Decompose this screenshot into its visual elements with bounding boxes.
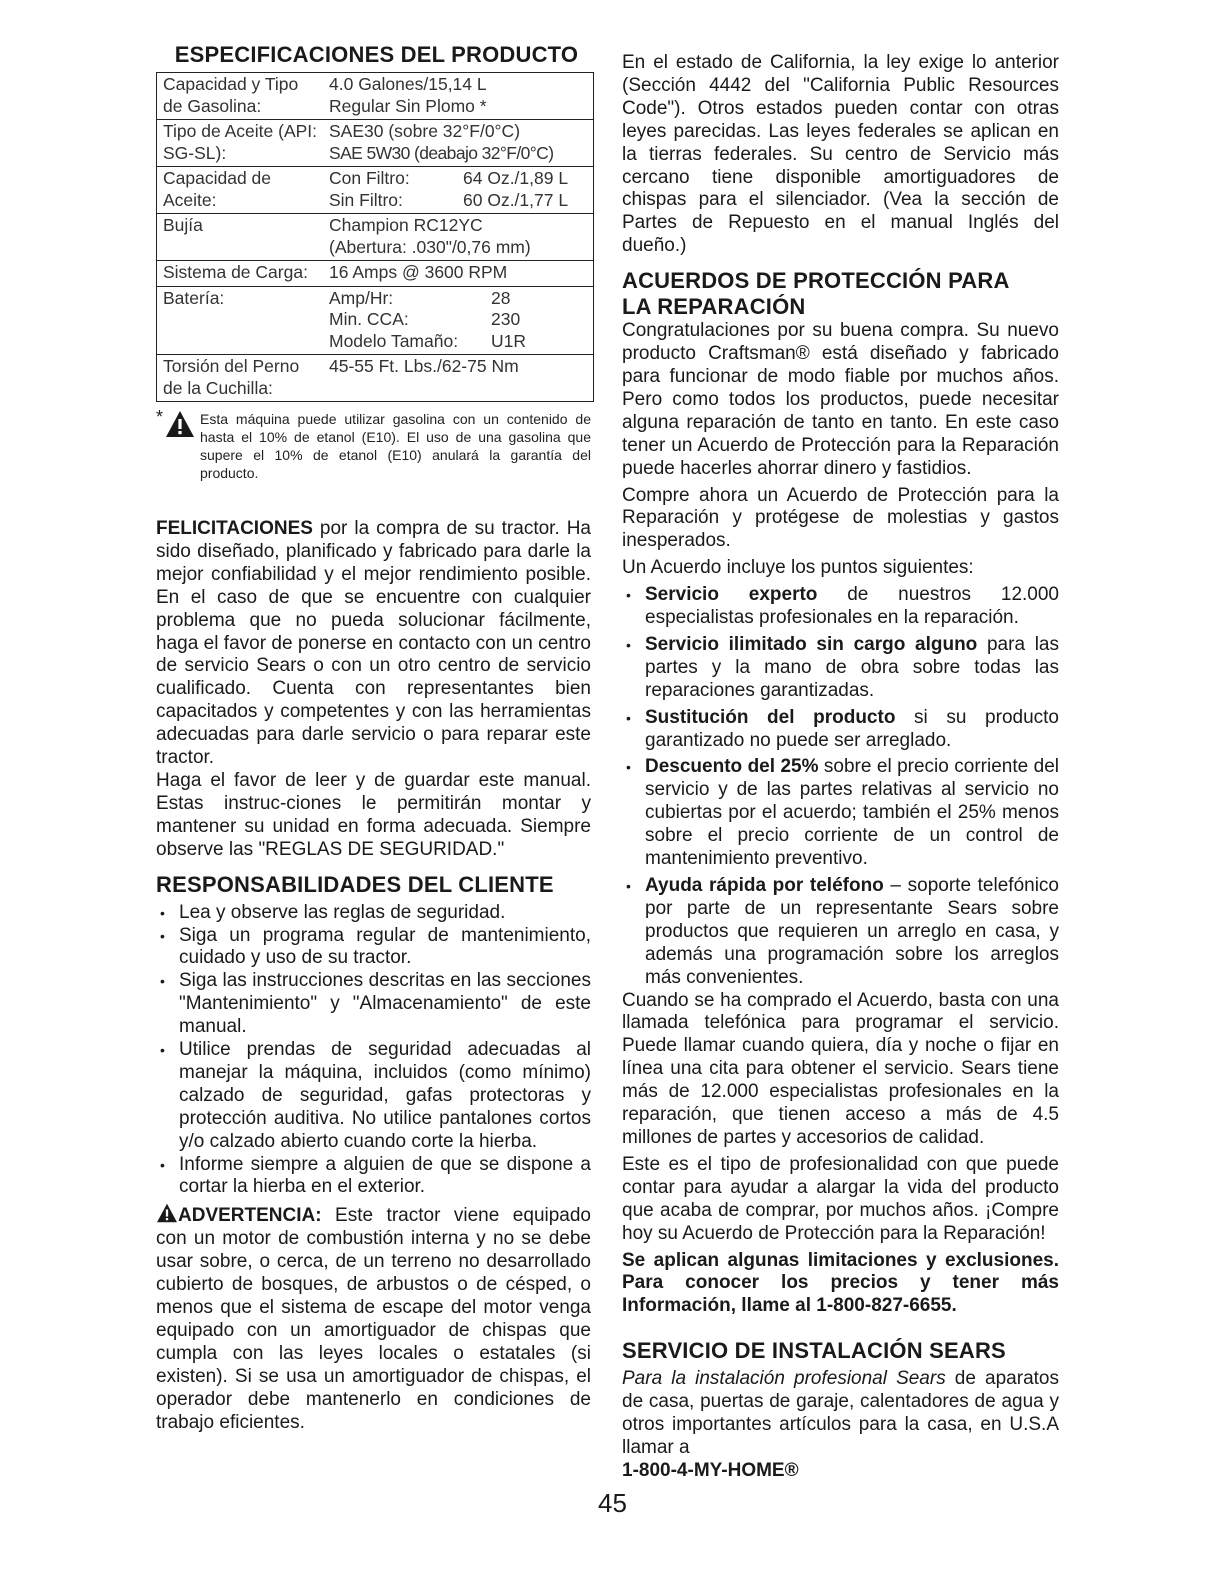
spec-key: Capacidad y Tipo de Gasolina: <box>157 73 324 120</box>
left-column <box>156 42 591 1434</box>
agreement-paragraph-2: Compre ahora un Acuerdo de Protección para la Reparación y protégese de molestias y gastos inesperados. <box>622 484 1059 552</box>
table-row <box>157 286 594 355</box>
table-row <box>157 214 594 261</box>
warning-icon <box>156 1203 178 1223</box>
asterisk: * <box>156 407 164 427</box>
spec-key: Capacidad de Aceite: <box>157 167 324 214</box>
responsibilities-title: RESPONSABILIDADES DEL CLIENTE <box>156 871 554 897</box>
spec-value: SAE30 (sobre 32°F/0°C) SAE 5W30 (deabajo 32°F/0°C) <box>323 120 594 167</box>
spec-key: Bujía <box>157 214 324 261</box>
california-paragraph: En el estado de California, la ley exige lo anterior (Sección 4442 del "California Public Resources Code"). Otros estados pueden contar con otras leyes parecidas. Las leyes federales se aplican en la tierras federales. Su centro de Servicio más cercano tiene disponible amortiguadores de chispas para el silenciador. (Vea la sección de Partes de Repuesto en el manual Inglés del dueño.) <box>622 52 1059 257</box>
list-item: • Servicio ilimitado sin cargo alguno para las partes y la mano de obra sobre todas las reparaciones garantizadas. <box>622 634 1059 703</box>
spec-table <box>156 72 594 402</box>
congratulations-paragraph: FELICITACIONES por la compra de su tractor. Ha sido diseñado, planificado y fabricado para darle la mejor confiabilidad y el mejor rendimiento posible. En el caso de que se encuentre con cualquier problema que no pueda solucionar fácilmente, haga el favor de ponerse en contacto con un centro de servicio Sears o con un otro centro de servicio cualificado. Cuenta con representantes bien capacitados y competentes y con las herramientas adecuadas para darle servicio o para reparar este tractor. <box>156 518 591 769</box>
list-item: • Sustitución del producto si su producto garantizado no puede ser arreglado. <box>622 707 1059 753</box>
right-column <box>622 52 1059 1483</box>
agreement-benefits-list <box>622 584 1059 989</box>
installation-phone: 1-800-4-MY-HOME® <box>622 1459 799 1481</box>
list-item: • Descuento del 25% sobre el precio corriente del servicio y de las partes relativas al servicio no cubiertas por el acuerdo; también el 25% menos sobre el precio corriente de un control de mantenimiento preventivo. <box>622 756 1059 871</box>
table-row <box>157 261 594 287</box>
installation-paragraph: Para la instalación profesional Sears de aparatos de casa, puertas de garaje, calentadores de agua y otros importantes artículos para la casa, en U.S.A llamar a <box>622 1368 1059 1458</box>
list-item: • Servicio experto de nuestros 12.000 especialistas profesionales en la reparación. <box>622 584 1059 630</box>
agreement-paragraph-1: Congratulaciones por su buena compra. Su nuevo producto Craftsman® está diseñado y fabricado para funcionar de modo fiable por muchos años. Pero como todos los productos, puede necesitar alguna reparación de tanto en tanto. En este caso tener un Acuerdo de Protección para la Reparación puede hacerles ahorrar dinero y fastidios. <box>622 320 1059 479</box>
spec-value: 4.0 Galones/15,14 L Regular Sin Plomo * <box>323 73 594 120</box>
agreement-paragraph-5: Este es el tipo de profesionalidad con que puede contar para ayudar a alargar la vida del producto que acaba de comprar, por muchos años. ¡Compre hoy su Acuerdo de Protección para la Reparación! <box>622 1153 1059 1244</box>
spec-key: Tipo de Aceite (API: SG-SL): <box>157 120 324 167</box>
spec-key: Sistema de Carga: <box>157 261 324 287</box>
table-row <box>157 120 594 167</box>
warning-icon <box>165 410 195 438</box>
spec-key: Torsión del Perno de la Cuchilla: <box>157 355 324 402</box>
table-row <box>157 355 594 402</box>
table-row <box>157 167 594 214</box>
spec-value: Con Filtro: 64 Oz./1,89 L Sin Filtro: 60 Oz./1,77 L <box>323 167 594 214</box>
list-item: • Informe siempre a alguien de que se dispone a cortar la hierba en el exterior. <box>156 1154 591 1200</box>
list-item: • Utilice prendas de seguridad adecuadas al manejar la máquina, incluidos (como mínimo) calzado de seguridad, gafas protectoras y protección auditiva. No utilice pantalones cortos y/o calzado abierto cuando corte la hierba. <box>156 1039 591 1154</box>
spec-value: 45-55 Ft. Lbs./62-75 Nm <box>323 355 594 402</box>
spec-value: Champion RC12YC (Abertura: .030"/0,76 mm) <box>323 214 594 261</box>
table-row <box>157 73 594 120</box>
list-item: • Siga las instrucciones descritas en las secciones "Mantenimiento" y "Almacenamiento" de este manual. <box>156 970 591 1039</box>
spec-value: 16 Amps @ 3600 RPM <box>323 261 594 287</box>
agreement-paragraph-3: Un Acuerdo incluye los puntos siguientes: <box>622 557 974 579</box>
spec-title: ESPECIFICACIONES DEL PRODUCTO <box>174 42 579 67</box>
limitations-notice: Se aplican algunas limitaciones y exclusiones. Para conocer los precios y tener más Información, llame al 1-800-827-6655. <box>622 1249 1059 1317</box>
ethanol-warning-note <box>156 407 591 482</box>
protection-agreement-title: ACUERDOS DE PROTECCIÓN PARA LA REPARACIÓN <box>622 268 1009 320</box>
responsibilities-list <box>156 902 591 1200</box>
page-number: 45 <box>598 1488 627 1518</box>
list-item: • Ayuda rápida por teléfono – soporte telefónico por parte de un representante Sears sobre productos que requieren un arreglo en casa, y además una programación sobre los arreglos más convenientes. <box>622 875 1059 990</box>
list-item: • Siga un programa regular de mantenimiento, cuidado y uso de su tractor. <box>156 925 591 971</box>
warning-note-text: Esta máquina puede utilizar gasolina con un contenido de hasta el 10% de etanol (E10). El uso de una gasolina que supere el 10% de etanol (E10) anulará la garantía del producto. <box>200 411 591 481</box>
spec-key: Batería: <box>157 286 324 355</box>
manual-paragraph: Haga el favor de leer y de guardar este manual. Estas instruc-ciones le permitirán montar y mantener su unidad en forma adecuada. Siempre observe las "REGLAS DE SEGURIDAD." <box>156 769 591 860</box>
list-item: • Lea y observe las reglas de seguridad. <box>156 902 591 925</box>
spec-value: Amp/Hr: 28 Min. CCA: 230 Modelo Tamaño: U1R <box>323 286 594 355</box>
advertencia-paragraph: ADVERTENCIA: Este tractor viene equipado con un motor de combustión interna y no se debe usar sobre, o cerca, de un terreno no desarrollado cubierto de bosques, de arbustos o de césped, o menos que el sistema de escape del motor venga equipado con un amortiguador de chispas que cumpla con las leyes locales o estatales (si existen). Si se usa un amortiguador de chispas, el operador debe mantenerlo en condiciones de trabajo eficientes. <box>156 1205 591 1433</box>
installation-service-title: SERVICIO DE INSTALACIÓN SEARS <box>622 1338 1006 1364</box>
agreement-paragraph-4: Cuando se ha comprado el Acuerdo, basta con una llamada telefónica para programar el servicio. Puede llamar cuando quiera, día y noche o fijar en línea una cita para obtener el servicio. Sears tiene más de 12.000 especialistas profesionales en la reparación, que tienen acceso a más de 4.5 millones de partes y accesorios de calidad. <box>622 989 1059 1148</box>
